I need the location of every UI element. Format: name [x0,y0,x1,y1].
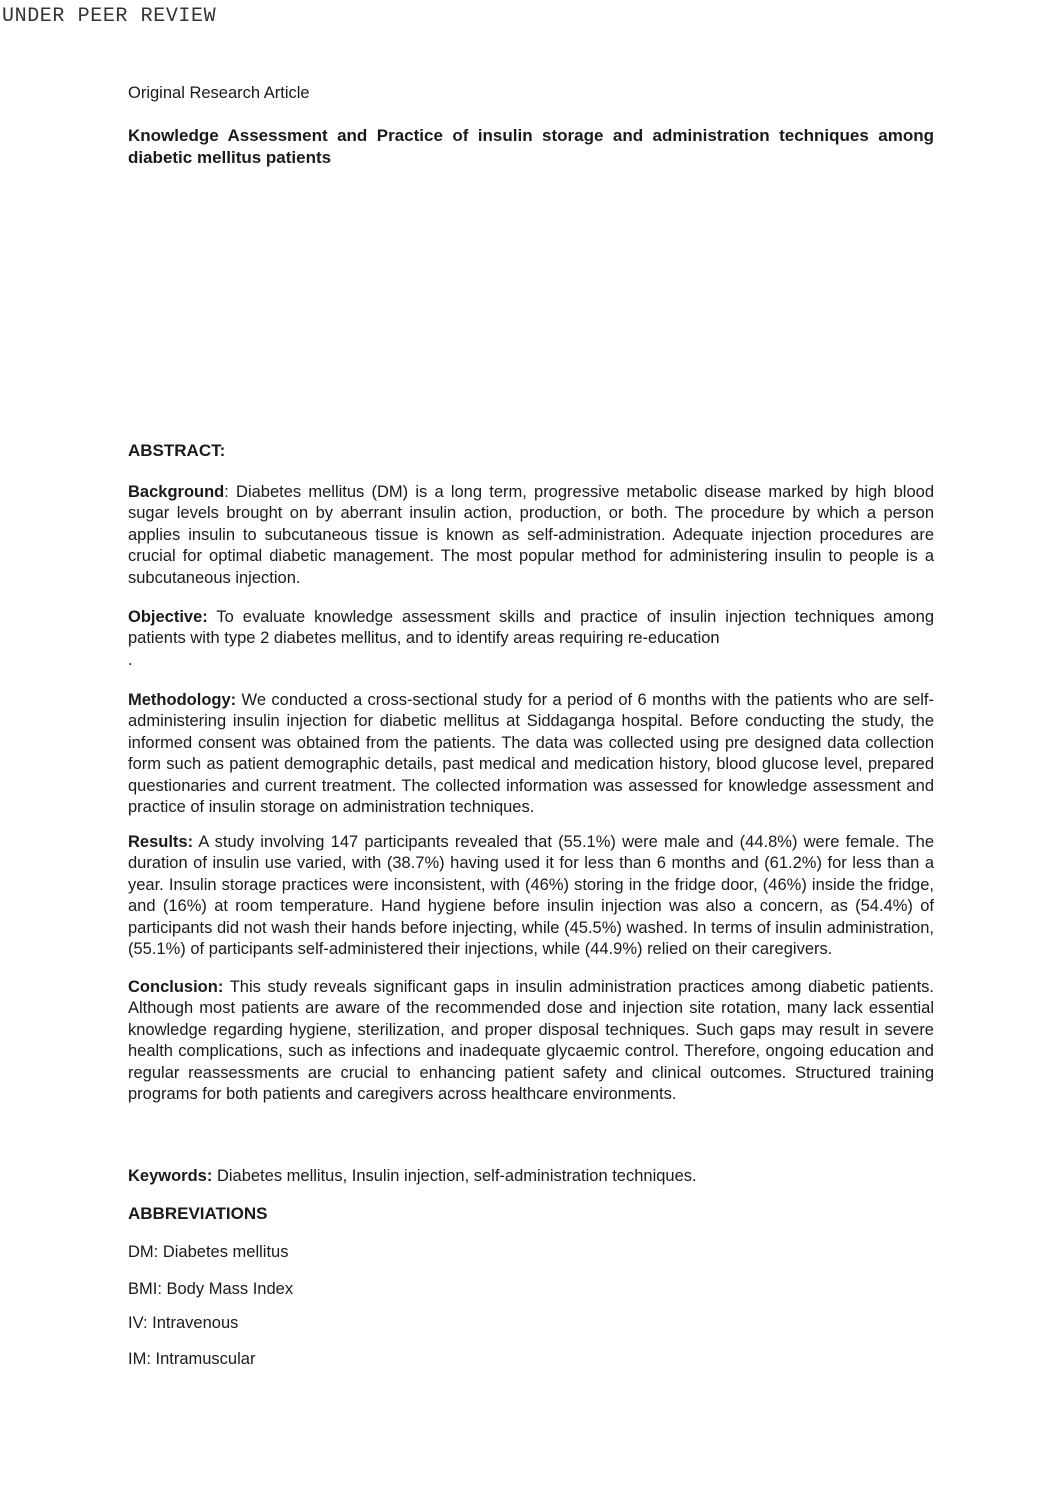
abbreviation-item-iv: IV: Intravenous [128,1314,239,1332]
keywords-line [128,1166,934,1187]
abstract-heading: ABSTRACT: [128,441,226,460]
conclusion-text: This study reveals significant gaps in insulin administration practices among diabetic patients. Although most patients are aware of the recommended dose and injection site rotation, many lack essential knowledge regarding hygiene, sterilization, and proper disposal techniques. Such gaps may result in severe health complications, such as infections and inadequate glycaemic control. Therefore, ongoing education and regular reassessments are crucial to enhancing patient safety and clinical outcomes. Structured training programs for both patients and caregivers across healthcare environments. [128,978,934,1104]
page-content [128,0,934,1497]
conclusion-label: Conclusion: [128,978,224,996]
results-text: A study involving 147 participants revealed that (55.1%) were male and (44.8%) were female. The duration of insulin use varied, with (38.7%) having used it for less than 6 months and (61.2%) for less than a year. Insulin storage practices were inconsistent, with (46%) storing in the fridge door, (46%) inside the fridge, and (16%) at room temperature. Hand hygiene before insulin injection was also a concern, as (54.4%) of participants did not wash their hands before injecting, while (45.5%) washed. In terms of insulin administration, (55.1%) of participants self-administered their injections, while (44.9%) relied on their caregivers. [128,833,934,959]
background-text: : Diabetes mellitus (DM) is a long term, progressive metabolic disease marked by high blood sugar levels brought on by aberrant insulin action, production, or both. The procedure by which a person applies insulin to subcutaneous tissue is known as self-administration. Adequate injection procedures are crucial for optimal diabetic management. The most popular method for administering insulin to people is a subcutaneous injection. [128,483,934,587]
keywords-text: Diabetes mellitus, Insulin injection, self-administration techniques. [212,1167,697,1185]
abbreviation-item-im: IM: Intramuscular [128,1350,256,1368]
peer-review-watermark: UNDER PEER REVIEW [2,5,217,28]
objective-paragraph [128,607,934,650]
methodology-text: We conducted a cross-sectional study for a period of 6 months with the patients who are self-administering insulin injection for diabetic mellitus at Siddaganga hospital. Before conducting the study, the informed consent was obtained from the patients. The data was collected using pre designed data collection form such as patient demographic details, past medical and medication history, blood glucose level, prepared questionaries and current treatment. The collected information was assessed for knowledge assessment and practice of insulin storage on administration techniques. [128,691,934,817]
abbreviation-item-dm: DM: Diabetes mellitus [128,1243,289,1261]
keywords-label: Keywords: [128,1167,213,1185]
objective-text: To evaluate knowledge assessment skills and practice of insulin injection techniques among patients with type 2 diabetes mellitus, and to identify areas requiring re-education [128,608,934,648]
background-label: Background [128,483,225,501]
methodology-label: Methodology: [128,691,237,709]
background-paragraph [128,482,934,589]
results-paragraph [128,832,934,960]
abbreviations-heading: ABBREVIATIONS [128,1204,268,1223]
objective-label: Objective: [128,608,208,626]
article-type-label: Original Research Article [128,84,310,102]
paper-title: Knowledge Assessment and Practice of insulin storage and administration techniques among diabetic mellitus patients [128,126,934,167]
results-label: Results: [128,833,194,851]
conclusion-paragraph [128,977,934,1105]
methodology-paragraph [128,690,934,818]
objective-trailing-period: . [128,651,133,669]
abbreviation-item-bmi: BMI: Body Mass Index [128,1280,294,1298]
